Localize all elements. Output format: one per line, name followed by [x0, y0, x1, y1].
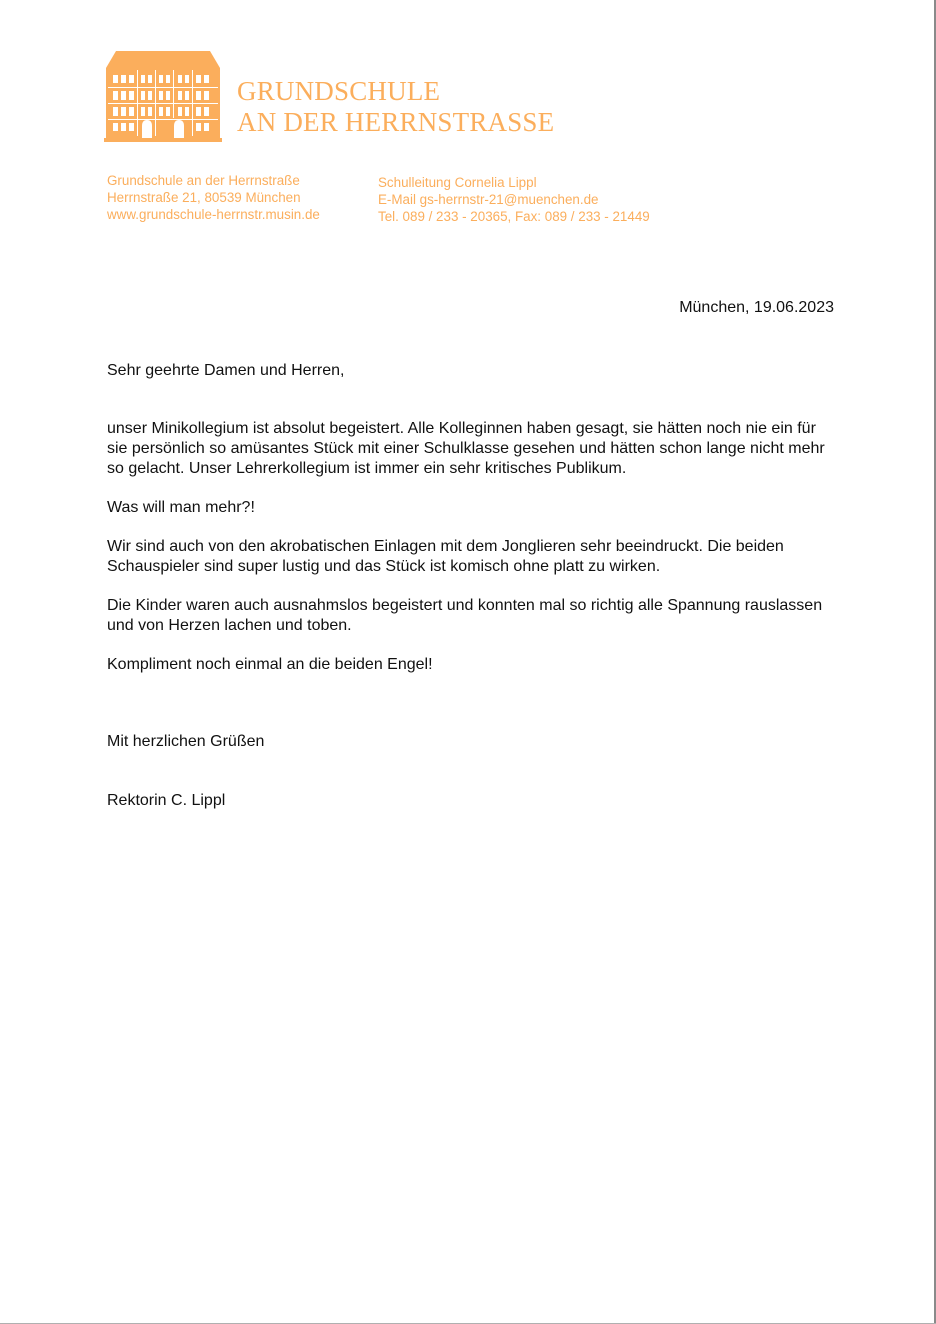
contact-line-email: E-Mail gs-herrnstr-21@muenchen.de	[378, 192, 599, 207]
letter-signature: Rektorin C. Lippl	[107, 792, 226, 809]
school-name	[237, 76, 554, 138]
letter-salutation: Sehr geehrte Damen und Herren,	[107, 362, 345, 379]
address-line-street: Herrnstraße 21, 80539 München	[107, 190, 301, 205]
letter-paragraph: Die Kinder waren auch ausnahmslos begeistert und konnten mal so richtig alle Spannung rauslassen und von Herzen lachen und toben.	[107, 597, 823, 634]
school-contact	[378, 174, 650, 225]
letter-paragraph: Kompliment noch einmal an die beiden Engel!	[107, 656, 433, 673]
letter-paragraph: unser Minikollegium ist absolut begeistert. Alle Kolleginnen haben gesagt, sie hätten noch nie ein für sie persönlich so amüsantes Stück mit einer Schulklasse gesehen und hätten schon lange nicht mehr so gelacht. Unser Lehrerkollegium ist immer ein sehr kritisches Publikum.	[107, 420, 825, 477]
letter-date: München, 19.06.2023	[679, 299, 834, 316]
address-line-website: www.grundschule-herrnstr.musin.de	[107, 207, 320, 222]
address-line-school: Grundschule an der Herrnstraße	[107, 173, 300, 188]
letter-body	[107, 419, 837, 694]
contact-line-phone: Tel. 089 / 233 - 20365, Fax: 089 / 233 - 21449	[378, 209, 650, 224]
school-address	[107, 172, 320, 223]
contact-line-principal: Schulleitung Cornelia Lippl	[378, 175, 537, 190]
school-name-line2: AN DER HERRNSTRASSE	[237, 107, 555, 137]
letter-paragraph: Wir sind auch von den akrobatischen Einlagen mit dem Jonglieren sehr beeindruckt. Die beiden Schauspieler sind super lustig und das Stück ist komisch ohne platt zu wirken.	[107, 538, 784, 575]
school-building-icon	[104, 50, 222, 142]
letter-paragraph: Was will man mehr?!	[107, 499, 255, 516]
school-name-line1: GRUNDSCHULE	[237, 76, 441, 106]
letter-closing: Mit herzlichen Grüßen	[107, 733, 265, 750]
